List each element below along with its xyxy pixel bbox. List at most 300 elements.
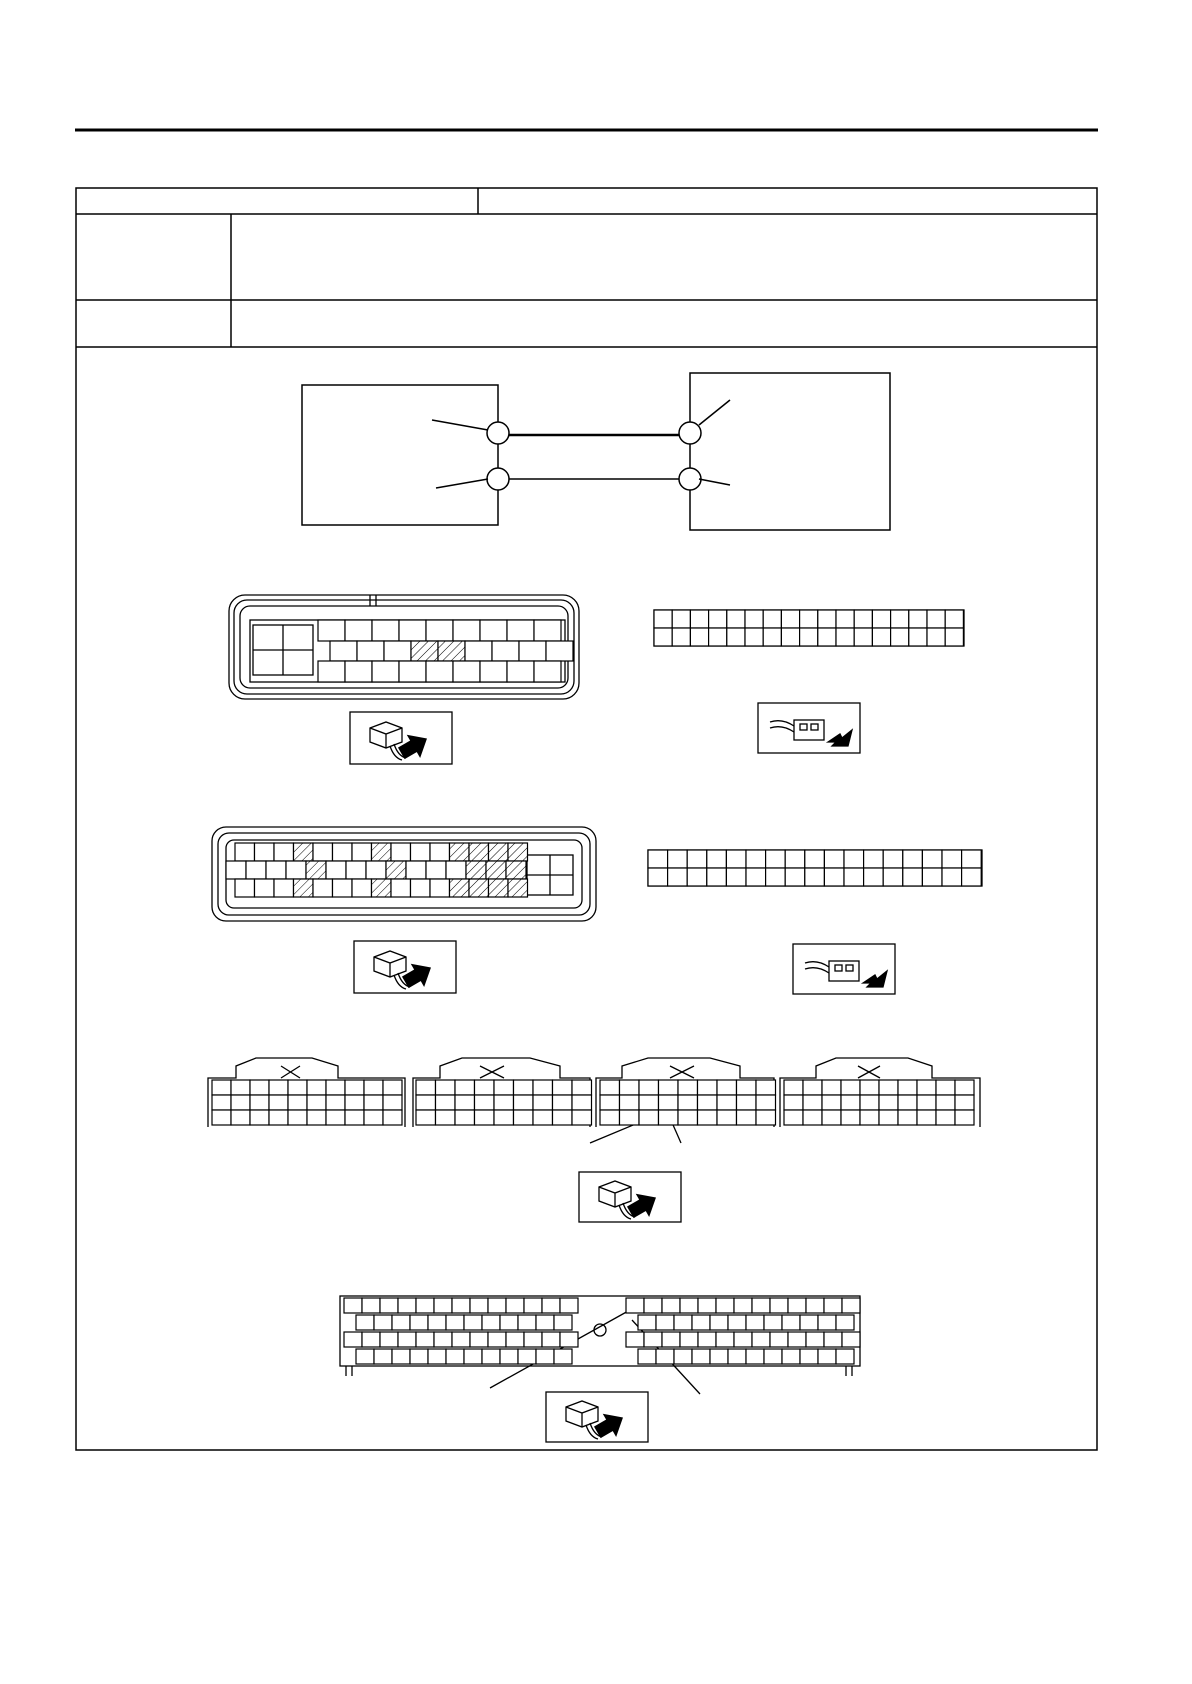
connector-pin (330, 641, 357, 661)
connector-pin (709, 610, 727, 628)
connector-pin (860, 1110, 879, 1125)
connector-pin (542, 1332, 560, 1347)
connector-pin (805, 850, 825, 868)
connector-pin (536, 1349, 554, 1364)
connector-pin (644, 1332, 662, 1347)
connector-pin (891, 610, 909, 628)
connector-pin (659, 1110, 679, 1125)
connector-pin (785, 850, 805, 868)
connector-pin (430, 843, 450, 861)
connector-pin (356, 1349, 374, 1364)
connector-pin (235, 843, 255, 861)
connector-pin (250, 1110, 269, 1125)
connector-pin (508, 843, 528, 861)
connector-pin (717, 1110, 737, 1125)
connector-pin (553, 1110, 573, 1125)
connector-pin (269, 1095, 288, 1110)
connector-pin (818, 610, 836, 628)
connector-pin (922, 868, 942, 886)
connector-pin (698, 1110, 718, 1125)
connector-pin (326, 1110, 345, 1125)
connector-pin (416, 1332, 434, 1347)
connector-pin (805, 868, 825, 886)
connector-pin (822, 1080, 841, 1095)
connector-pin (452, 1332, 470, 1347)
connector-pin (822, 1095, 841, 1110)
connector-pin (644, 1298, 662, 1313)
connector-pin (872, 610, 890, 628)
connector-pin (746, 1349, 764, 1364)
connector-pin (803, 1110, 822, 1125)
connector-pin (763, 610, 781, 628)
connector-pin (698, 1332, 716, 1347)
connector-pin (364, 1080, 383, 1095)
connector-pin (898, 1110, 917, 1125)
connector-pin (560, 1332, 578, 1347)
connector-pin (250, 1095, 269, 1110)
connector-pin (917, 1080, 936, 1095)
connector-pin (872, 628, 890, 646)
connector-pin (746, 868, 766, 886)
connector-pin (307, 1080, 326, 1095)
connector-pin (962, 850, 982, 868)
connector-pin (752, 1332, 770, 1347)
connector-pin (470, 1298, 488, 1313)
connector-pin (942, 850, 962, 868)
connector-pin (927, 628, 945, 646)
view-icon-1 (350, 712, 452, 764)
connector-pin (534, 620, 561, 641)
connector-pin (726, 850, 746, 868)
connector-pin (737, 1095, 757, 1110)
connector-pin (746, 850, 766, 868)
connector-pin (384, 641, 411, 661)
connector-pin (519, 641, 546, 661)
connector-pin (572, 1095, 592, 1110)
connector-pin (600, 1080, 620, 1095)
connector-pin (226, 861, 246, 879)
connector-pin (428, 1315, 446, 1330)
connector-pin (506, 1332, 524, 1347)
connector-pin (482, 1349, 500, 1364)
connector-pin (690, 610, 708, 628)
connector-pin (357, 641, 384, 661)
connector-pin (841, 1110, 860, 1125)
connector-pin (554, 1315, 572, 1330)
connector-pin (307, 1095, 326, 1110)
connector-pin (698, 1095, 718, 1110)
connector-pin (212, 1080, 231, 1095)
connector-pin (803, 1080, 822, 1095)
connector-pin (782, 1315, 800, 1330)
connector-pin (648, 850, 668, 868)
connector-pin (352, 879, 372, 897)
connector-pin (784, 1110, 803, 1125)
connector-pin (436, 1095, 456, 1110)
connector-pin (955, 1095, 974, 1110)
connector-pin (366, 861, 386, 879)
connector-pin (464, 1349, 482, 1364)
connector-pin (600, 1110, 620, 1125)
connector-pin (514, 1110, 534, 1125)
connector-pin (246, 861, 266, 879)
connector-pin (446, 1315, 464, 1330)
connector-pin (737, 1110, 757, 1125)
connector-pin (492, 641, 519, 661)
connector-pin (489, 843, 509, 861)
connector-pin (745, 610, 763, 628)
connector-pin (455, 1080, 475, 1095)
connector-pin (374, 1315, 392, 1330)
connector-pin (638, 1315, 656, 1330)
connector-pin (854, 628, 872, 646)
connector-pin (398, 1332, 416, 1347)
connector-pin (255, 843, 275, 861)
connector-pin (534, 661, 561, 682)
connector-pin (411, 641, 438, 661)
connector-pin (372, 661, 399, 682)
connector-pin (383, 1095, 402, 1110)
connector-pin (678, 1110, 698, 1125)
connector-pin (274, 879, 294, 897)
connector-pin (231, 1095, 250, 1110)
connector-pin (372, 879, 392, 897)
connector-pin (680, 1298, 698, 1313)
connector-pin (294, 843, 314, 861)
connector-pin (430, 879, 450, 897)
connector-pin (572, 1080, 592, 1095)
connector-pin (266, 861, 286, 879)
connector-pin (426, 861, 446, 879)
connector-pin (800, 610, 818, 628)
connector-pin (806, 1332, 824, 1347)
connector-pin (764, 1349, 782, 1364)
connector-pin (212, 1095, 231, 1110)
connector-pin (824, 1332, 842, 1347)
connector-pin (936, 1110, 955, 1125)
connector-pin (536, 1315, 554, 1330)
connector-pin (692, 1349, 710, 1364)
connector-pin (879, 1080, 898, 1095)
connector-pin (480, 620, 507, 641)
connector-pin (781, 628, 799, 646)
connector-pin (898, 1080, 917, 1095)
connector-pin (860, 1095, 879, 1110)
connector-pin (898, 1095, 917, 1110)
connector-pin (450, 843, 470, 861)
connector-pin (955, 1080, 974, 1095)
connector-pin (269, 1110, 288, 1125)
connector-pin (288, 1080, 307, 1095)
connector-pin (554, 1349, 572, 1364)
connector-pin (428, 1349, 446, 1364)
connector-pin (506, 861, 526, 879)
terminal-left-2 (487, 468, 509, 490)
connector-pin (962, 868, 982, 886)
connector-pin (542, 1298, 560, 1313)
connector-pin (411, 843, 431, 861)
connector-pin (945, 610, 963, 628)
connector-pin (698, 1298, 716, 1313)
connector-pin (475, 1080, 495, 1095)
connector-pin (453, 661, 480, 682)
connector-pin (553, 1080, 573, 1095)
connector-pin (469, 843, 489, 861)
connector-pin (687, 868, 707, 886)
connector-pin (668, 850, 688, 868)
connector-pin (480, 661, 507, 682)
connector-pin (455, 1110, 475, 1125)
connector-pin (818, 1315, 836, 1330)
connector-pin (638, 1349, 656, 1364)
connector-pin (764, 1315, 782, 1330)
connector-pin (345, 661, 372, 682)
view-icon-2 (758, 703, 860, 753)
connector-pin (728, 1349, 746, 1364)
connector-pin (917, 1110, 936, 1125)
connector-pin (727, 628, 745, 646)
connector-pin (524, 1298, 542, 1313)
connector-pin (860, 1080, 879, 1095)
connector-pin (763, 628, 781, 646)
connector-pin (927, 610, 945, 628)
connector-pin (438, 641, 465, 661)
connector-pin (333, 843, 353, 861)
connector-pin (506, 1298, 524, 1313)
connector-pin (410, 1315, 428, 1330)
connector-pin (434, 1332, 452, 1347)
connector-pin (766, 868, 786, 886)
connector-pin (917, 1095, 936, 1110)
connector-pin (231, 1110, 250, 1125)
connector-pin (620, 1080, 640, 1095)
connector-pin (756, 1110, 776, 1125)
connector-pin (500, 1315, 518, 1330)
connector-pin (518, 1315, 536, 1330)
connector-pin (674, 1349, 692, 1364)
connector-pin (737, 1080, 757, 1095)
connector-pin (698, 1080, 718, 1095)
connector-pin (836, 610, 854, 628)
connector-pin (626, 1298, 644, 1313)
connector-pin (446, 861, 466, 879)
connector-pin (235, 879, 255, 897)
connector-pin (426, 661, 453, 682)
connector-pin (482, 1315, 500, 1330)
connector-pin (770, 1298, 788, 1313)
connector-pin (533, 1095, 553, 1110)
connector-pin (416, 1298, 434, 1313)
view-icon-6 (546, 1392, 648, 1442)
connector-1-pins (318, 620, 573, 682)
connector-pin (756, 1080, 776, 1095)
connector-pin (533, 1080, 553, 1095)
connector-pin (942, 868, 962, 886)
connector-pin (841, 1095, 860, 1110)
connector-pin (803, 1095, 822, 1110)
connector-pin (318, 620, 345, 641)
connector-pin (352, 843, 372, 861)
connector-pin (346, 861, 366, 879)
connector-pin (784, 1095, 803, 1110)
connector-pin (842, 1298, 860, 1313)
right-unit-box (690, 373, 890, 530)
connector-pin (514, 1080, 534, 1095)
connector-pin (364, 1110, 383, 1125)
connector-pin (734, 1332, 752, 1347)
connector-pin (362, 1332, 380, 1347)
connector-pin (533, 1110, 553, 1125)
connector-pin (494, 1110, 514, 1125)
connector-pin (620, 1095, 640, 1110)
connector-pin (707, 868, 727, 886)
connector-pin (842, 1332, 860, 1347)
connector-pin (654, 628, 672, 646)
connector-pin (250, 1080, 269, 1095)
connector-pin (806, 1298, 824, 1313)
connector-pin (326, 861, 346, 879)
connector-pin (659, 1080, 679, 1095)
connector-pin (434, 1298, 452, 1313)
connector-pin (436, 1110, 456, 1125)
connector-pin (345, 1110, 364, 1125)
connector-pin (231, 1080, 250, 1095)
connector-pin (690, 628, 708, 646)
connector-pin (386, 861, 406, 879)
connector-pin (746, 1315, 764, 1330)
connector-pin (800, 1349, 818, 1364)
connector-pin (710, 1349, 728, 1364)
connector-pin (372, 843, 392, 861)
connector-pin (269, 1080, 288, 1095)
connector-pin (450, 879, 470, 897)
connector-pin (678, 1080, 698, 1095)
connector-pin (672, 610, 690, 628)
connector-pin (326, 1080, 345, 1095)
connector-pin (716, 1332, 734, 1347)
connector-pin (692, 1315, 710, 1330)
connector-pin (345, 620, 372, 641)
connector-3-pins (226, 843, 528, 897)
connector-5-pins (212, 1080, 974, 1125)
connector-pin (836, 1315, 854, 1330)
connector-pin (452, 1298, 470, 1313)
connector-pin (687, 850, 707, 868)
connector-pin (756, 1095, 776, 1110)
connector-pin (374, 1349, 392, 1364)
connector-pin (372, 620, 399, 641)
connector-pin (654, 610, 672, 628)
connector-pin (824, 850, 844, 868)
connector-pin (345, 1095, 364, 1110)
connector-pin (883, 868, 903, 886)
connector-pin (475, 1110, 495, 1125)
connector-pin (734, 1298, 752, 1313)
connector-pin (818, 628, 836, 646)
connector-pin (426, 620, 453, 641)
connector-pin (274, 843, 294, 861)
connector-pin (766, 850, 786, 868)
connector-pin (818, 1349, 836, 1364)
connector-pin (318, 661, 345, 682)
connector-pin (455, 1095, 475, 1110)
connector-pin (392, 1349, 410, 1364)
connector-pin (514, 1095, 534, 1110)
terminal-left-1 (487, 422, 509, 444)
connector-pin (383, 1110, 402, 1125)
connector-pin (212, 1110, 231, 1125)
connector-pin (507, 620, 534, 641)
connector-pin (380, 1298, 398, 1313)
connector-pin (854, 610, 872, 628)
connector-pin (864, 850, 884, 868)
connector-pin (656, 1315, 674, 1330)
connector-pin (380, 1332, 398, 1347)
connector-pin (891, 628, 909, 646)
connector-pin (716, 1298, 734, 1313)
connector-pin (560, 1298, 578, 1313)
view-icon-5 (579, 1172, 681, 1222)
connector-pin (841, 1080, 860, 1095)
terminal-right-2 (679, 468, 701, 490)
connector-pin (392, 1315, 410, 1330)
connector-pin (469, 879, 489, 897)
connector-pin (416, 1095, 436, 1110)
connector-pin (639, 1080, 659, 1095)
connector-pin (345, 1080, 364, 1095)
connector-pin (800, 1315, 818, 1330)
connector-pin (824, 1298, 842, 1313)
connector-pin (362, 1298, 380, 1313)
connector-pin (524, 1332, 542, 1347)
connector-pin (489, 879, 509, 897)
connector-pin (475, 1095, 495, 1110)
connector-pin (364, 1095, 383, 1110)
connector-pin (626, 1332, 644, 1347)
connector-pin (782, 1349, 800, 1364)
connector-pin (518, 1349, 536, 1364)
connector-pin (726, 868, 746, 886)
connector-pin (909, 628, 927, 646)
view-icon-3 (354, 941, 456, 993)
procedure-table (76, 188, 1097, 1450)
connector-pin (707, 850, 727, 868)
connector-pin (936, 1080, 955, 1095)
connector-pin (922, 850, 942, 868)
connector-pin (466, 861, 486, 879)
connector-pin (500, 1349, 518, 1364)
connector-pin (326, 1095, 345, 1110)
connector-pin (391, 843, 411, 861)
connector-pin (344, 1332, 362, 1347)
connector-pin (656, 1349, 674, 1364)
connector-pin (398, 1298, 416, 1313)
connector-pin (436, 1080, 456, 1095)
connector-pin (488, 1332, 506, 1347)
connector-pin (788, 1332, 806, 1347)
connector-pin (546, 641, 573, 661)
connector-pin (844, 868, 864, 886)
connector-pin (672, 628, 690, 646)
connector-pin (710, 1315, 728, 1330)
connector-pin (470, 1332, 488, 1347)
connector-pin (465, 641, 492, 661)
connector-pin (488, 1298, 506, 1313)
connector-pin (717, 1095, 737, 1110)
connector-pin (844, 850, 864, 868)
connector-pin (800, 628, 818, 646)
connector-pin (410, 1349, 428, 1364)
